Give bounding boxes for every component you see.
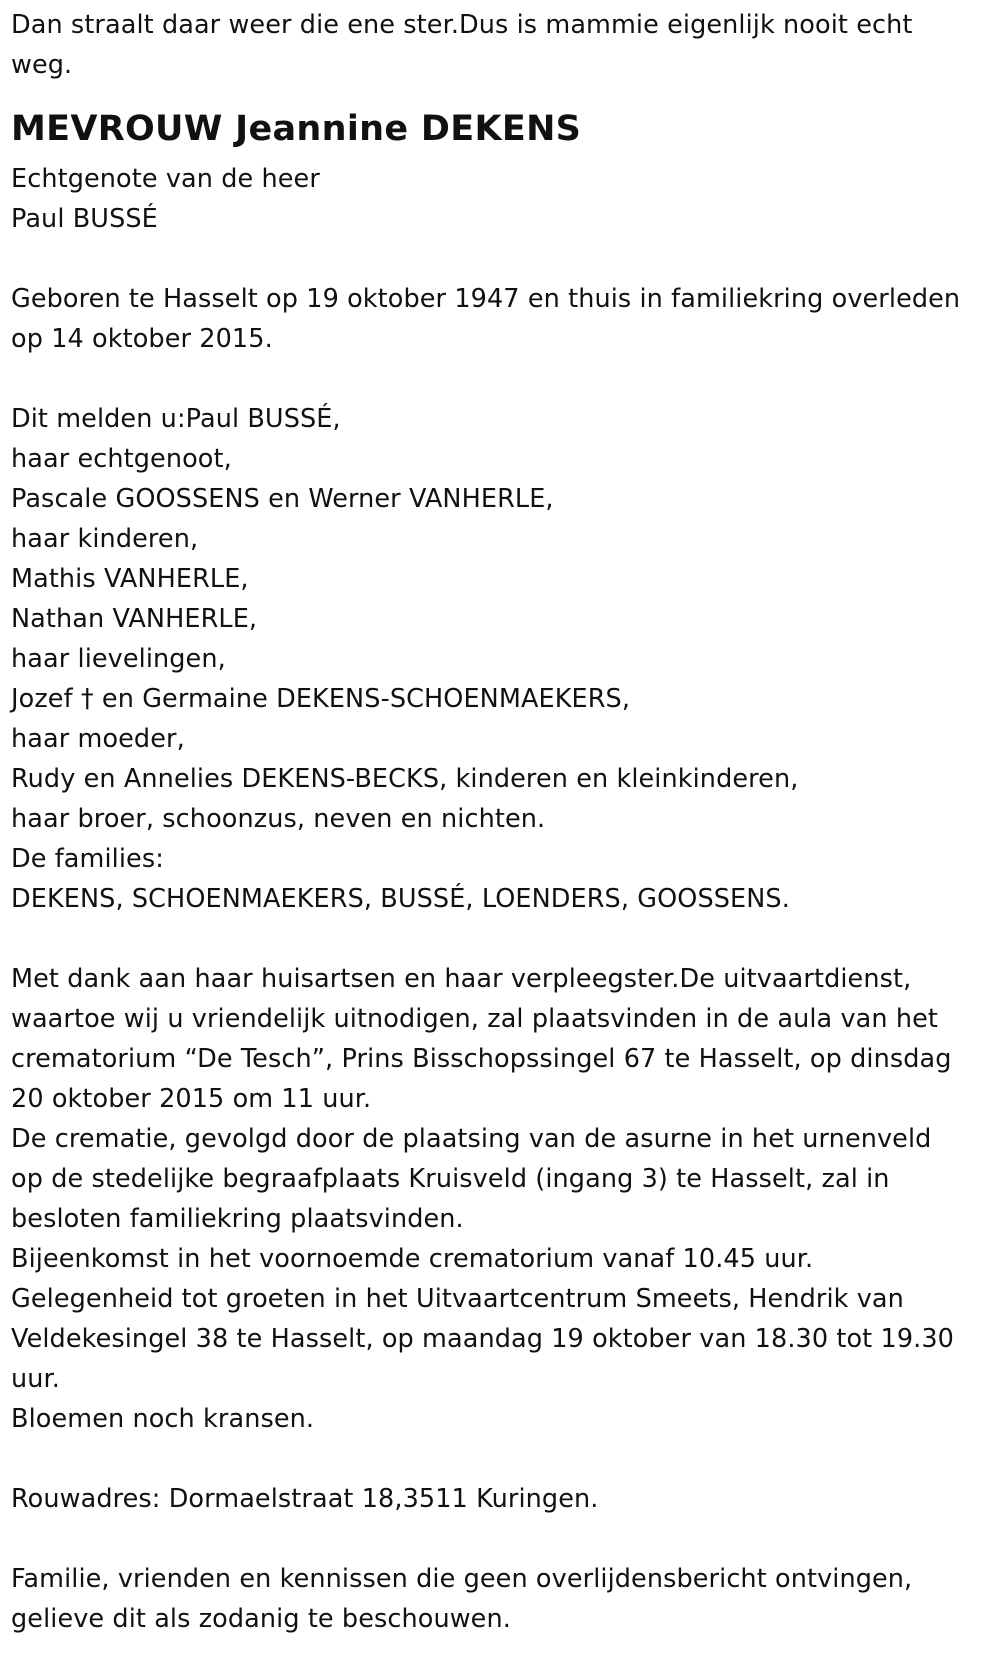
spacer (11, 1519, 991, 1559)
service-line: besloten familiekring plaatsvinden. (11, 1204, 464, 1234)
family-line: haar kinderen, (11, 524, 199, 554)
spacer (11, 919, 991, 959)
family-line: haar lievelingen, (11, 644, 226, 674)
spacer (11, 359, 991, 399)
deceased-name-title: MEVROUW Jeannine DEKENS (11, 109, 582, 149)
family-line: haar broer, schoonzus, neven en nichten. (11, 804, 546, 834)
family-line: Dit melden u:Paul BUSSÉ, (11, 404, 341, 434)
birth-line: Geboren te Hasselt op 19 oktober 1947 en thuis in familiekring overleden (11, 284, 961, 314)
spouse-info (11, 159, 991, 239)
family-line: Pascale GOOSSENS en Werner VANHERLE, (11, 484, 554, 514)
intro-line: Dan straalt daar weer die ene ster.Dus is mammie eigenlijk nooit echt (11, 10, 913, 40)
obituary-document (11, 5, 991, 1639)
intro-line: weg. (11, 50, 73, 80)
closing-line: Familie, vrienden en kennissen die geen overlijdensbericht ontvingen, (11, 1564, 913, 1594)
family-line: Rudy en Annelies DEKENS-BECKS, kinderen en kleinkinderen, (11, 764, 799, 794)
service-line: De crematie, gevolgd door de plaatsing van de asurne in het urnenveld (11, 1124, 932, 1154)
birth-line: op 14 oktober 2015. (11, 324, 273, 354)
service-line: op de stedelijke begraafplaats Kruisveld (ingang 3) te Hasselt, zal in (11, 1164, 890, 1194)
family-announcement (11, 399, 991, 919)
family-line: Nathan VANHERLE, (11, 604, 258, 634)
closing-paragraph (11, 1559, 991, 1639)
service-line: crematorium “De Tesch”, Prins Bisschopssingel 67 te Hasselt, op dinsdag (11, 1044, 952, 1074)
service-line: Gelegenheid tot groeten in het Uitvaartcentrum Smeets, Hendrik van (11, 1284, 904, 1314)
birth-death-paragraph (11, 279, 991, 359)
family-line: haar echtgenoot, (11, 444, 232, 474)
spouse-line: Paul BUSSÉ (11, 204, 158, 234)
family-line: Jozef † en Germaine DEKENS-SCHOENMAEKERS, (11, 684, 631, 714)
closing-line: gelieve dit als zodanig te beschouwen. (11, 1604, 511, 1634)
service-line: Met dank aan haar huisartsen en haar verpleegster.De uitvaartdienst, (11, 964, 912, 994)
funeral-service-paragraph (11, 959, 991, 1439)
spacer (11, 1439, 991, 1479)
service-line: Bijeenkomst in het voornoemde crematorium vanaf 10.45 uur. (11, 1244, 814, 1274)
service-line: 20 oktober 2015 om 11 uur. (11, 1084, 372, 1114)
family-line: De families: (11, 844, 164, 874)
mourning-address (11, 1479, 991, 1519)
family-line: haar moeder, (11, 724, 185, 754)
service-line: waartoe wij u vriendelijk uitnodigen, zal plaatsvinden in de aula van het (11, 1004, 938, 1034)
family-line: DEKENS, SCHOENMAEKERS, BUSSÉ, LOENDERS, GOOSSENS. (11, 884, 790, 914)
service-line: uur. (11, 1364, 60, 1394)
intro-paragraph (11, 5, 991, 85)
address-line: Rouwadres: Dormaelstraat 18,3511 Kuringen. (11, 1484, 599, 1514)
spouse-line: Echtgenote van de heer (11, 164, 320, 194)
family-line: Mathis VANHERLE, (11, 564, 249, 594)
service-line: Veldekesingel 38 te Hasselt, op maandag 19 oktober van 18.30 tot 19.30 (11, 1324, 954, 1354)
service-line: Bloemen noch kransen. (11, 1404, 315, 1434)
spacer (11, 239, 991, 279)
